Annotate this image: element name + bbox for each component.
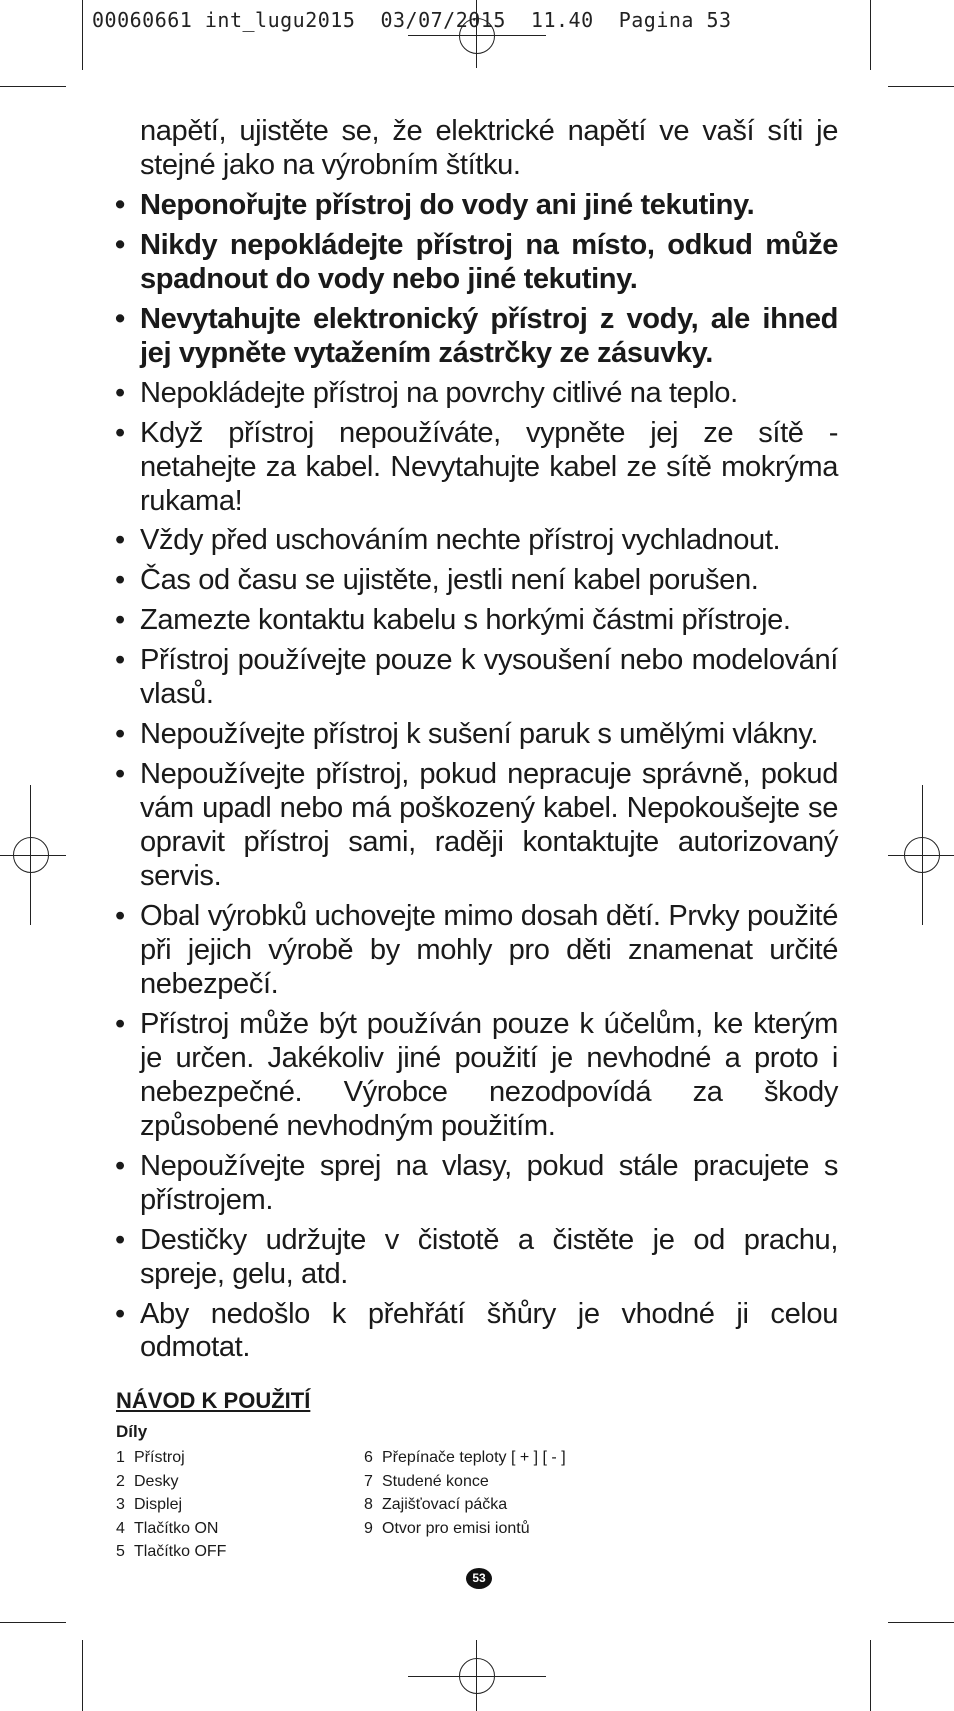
list-item: • Nepoužívejte sprej na vlasy, pokud stále pracujete s přístrojem. — [113, 1150, 838, 1218]
part-label: Tlačítko ON — [134, 1519, 219, 1537]
printer-slug: 00060661 int_lugu2015 03/07/2015 11.40 Pagina 53 — [92, 8, 732, 32]
part-item — [364, 1493, 664, 1517]
section-title: NÁVOD K POUŽITÍ — [116, 1388, 311, 1413]
parts-column-left — [116, 1446, 364, 1564]
list-item: • Přístroj používejte pouze k vysoušení nebo modelování vlasů. — [113, 644, 838, 712]
part-number: 2 — [116, 1472, 125, 1490]
part-number: 7 — [364, 1472, 373, 1490]
crop-mark — [888, 1622, 954, 1623]
list-item: • Destičky udržujte v čistotě a čistěte je od prachu, spreje, gelu, atd. — [113, 1224, 838, 1292]
part-label: Přepínače teploty [ + ] [ - ] — [382, 1449, 566, 1466]
part-label: Tlačítko OFF — [134, 1543, 227, 1560]
usage-section — [116, 1388, 816, 1564]
part-item — [116, 1446, 364, 1470]
part-label: Desky — [134, 1472, 179, 1490]
part-item — [364, 1470, 664, 1494]
part-number: 1 — [116, 1449, 125, 1466]
list-item: • Vždy před uschováním nechte přístroj vychladnout. — [113, 524, 838, 558]
crop-mark — [0, 1622, 66, 1623]
list-item: • Přístroj může být používán pouze k účelům, ke kterým je určen. Jakékoliv jiné použití je nevhodné a proto i nebezpečné. Výrobce nezodpovídá za škody způsobené nevhodným použitím. — [113, 1008, 838, 1144]
part-label: Displej — [134, 1496, 183, 1513]
part-label: Studené konce — [382, 1472, 489, 1490]
safety-instructions — [113, 115, 838, 1371]
part-number: 5 — [116, 1543, 125, 1560]
list-item: • Zamezte kontaktu kabelu s horkými částmi přístroje. — [113, 604, 838, 638]
list-item: • Nevytahujte elektronický přístroj z vody, ale ihned jej vypněte vytažením zástrčky ze zásuvky. — [113, 303, 838, 371]
parts-subtitle: Díly — [116, 1422, 148, 1441]
parts-list — [116, 1446, 816, 1564]
part-number: 9 — [364, 1519, 373, 1537]
intro-paragraph: napětí, ujistěte se, že elektrické napětí ve vaší síti je stejné jako na výrobním štítku. — [140, 115, 838, 181]
page-number-badge: 53 — [466, 1568, 492, 1589]
part-label: Přístroj — [134, 1449, 185, 1466]
crop-mark — [82, 1640, 83, 1711]
parts-column-right — [364, 1446, 664, 1564]
list-item: • Nikdy nepokládejte přístroj na místo, odkud může spadnout do vody nebo jiné tekutiny. — [113, 229, 838, 297]
part-item — [364, 1517, 664, 1541]
part-item — [364, 1446, 664, 1470]
crop-mark — [870, 1640, 871, 1711]
bullet-list — [113, 189, 838, 1366]
part-number: 6 — [364, 1449, 373, 1466]
list-item: • Aby nedošlo k přehřátí šňůry je vhodné ji celou odmotat. — [113, 1298, 838, 1366]
crop-mark — [888, 86, 954, 87]
part-item — [116, 1517, 364, 1541]
crop-mark — [82, 0, 83, 70]
crop-mark — [0, 86, 66, 87]
list-item: • Nepokládejte přístroj na povrchy citlivé na teplo. — [113, 377, 838, 411]
list-item: • Když přístroj nepoužíváte, vypněte jej ze sítě - netahejte za kabel. Nevytahujte kabel ze sítě mokrýma rukama! — [113, 417, 838, 519]
part-number: 8 — [364, 1496, 373, 1513]
part-label: Otvor pro emisi iontů — [382, 1519, 530, 1537]
list-item: • Nepoužívejte přístroj k sušení paruk s umělými vlákny. — [113, 718, 838, 752]
part-number: 4 — [116, 1519, 125, 1537]
list-item: • Neponořujte přístroj do vody ani jiné tekutiny. — [113, 189, 838, 223]
part-number: 3 — [116, 1496, 125, 1513]
list-item: • Čas od času se ujistěte, jestli není kabel porušen. — [113, 564, 838, 598]
part-label: Zajišťovací páčka — [382, 1496, 508, 1513]
part-item — [116, 1540, 364, 1564]
list-item: • Obal výrobků uchovejte mimo dosah dětí. Prvky použité při jejich výrobě by mohly pro děti znamenat určité nebezpečí. — [113, 900, 838, 1002]
crop-mark — [870, 0, 871, 70]
part-item — [116, 1470, 364, 1494]
part-item — [116, 1493, 364, 1517]
list-item: • Nepoužívejte přístroj, pokud nepracuje správně, pokud vám upadl nebo má poškozený kabel. Nepokoušejte se opravit přístroj sami, raději kontaktujte autorizovaný servis. — [113, 758, 838, 894]
